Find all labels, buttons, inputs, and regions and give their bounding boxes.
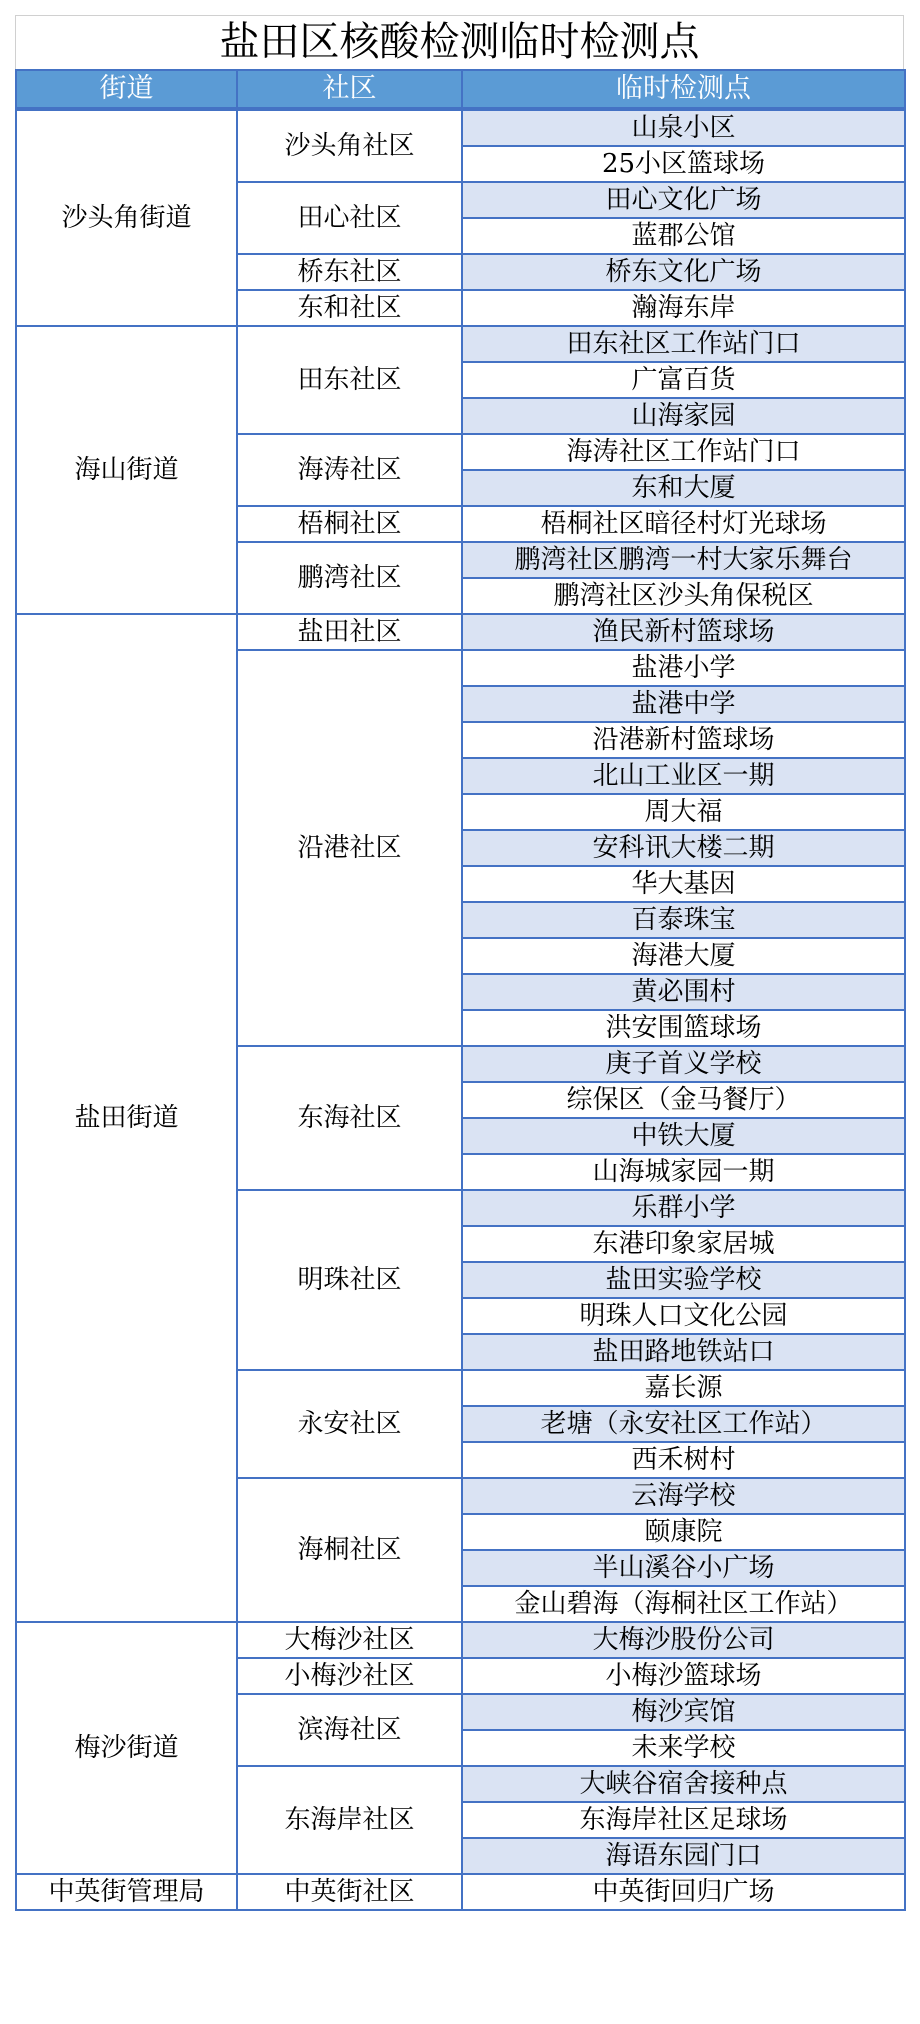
test-site-cell: 综保区（金马餐厅） (462, 1082, 905, 1118)
street-cell: 沙头角街道 (16, 109, 237, 326)
test-site-cell: 山泉小区 (462, 109, 905, 146)
community-cell: 大梅沙社区 (237, 1622, 462, 1658)
test-site-cell: 西禾树村 (462, 1442, 905, 1478)
spreadsheet (15, 15, 904, 1911)
test-site-cell: 鹏湾社区鹏湾一村大家乐舞台 (462, 542, 905, 578)
community-cell: 桥东社区 (237, 254, 462, 290)
test-site-cell: 未来学校 (462, 1730, 905, 1766)
street-cell: 梅沙街道 (16, 1622, 237, 1874)
test-site-cell: 山海城家园一期 (462, 1154, 905, 1190)
community-cell: 东海社区 (237, 1046, 462, 1190)
test-site-cell: 明珠人口文化公园 (462, 1298, 905, 1334)
community-cell: 鹏湾社区 (237, 542, 462, 614)
test-site-cell: 嘉长源 (462, 1370, 905, 1406)
test-site-cell: 半山溪谷小广场 (462, 1550, 905, 1586)
test-site-cell: 云海学校 (462, 1478, 905, 1514)
test-site-cell: 小梅沙篮球场 (462, 1658, 905, 1694)
test-site-cell: 金山碧海（海桐社区工作站） (462, 1586, 905, 1622)
header-street: 街道 (16, 70, 237, 109)
test-site-cell: 中铁大厦 (462, 1118, 905, 1154)
test-site-cell: 山海家园 (462, 398, 905, 434)
test-site-cell: 庚子首义学校 (462, 1046, 905, 1082)
header-test-site: 临时检测点 (462, 70, 905, 109)
test-site-cell: 盐港小学 (462, 650, 905, 686)
test-site-cell: 洪安围篮球场 (462, 1010, 905, 1046)
test-site-cell: 安科讯大楼二期 (462, 830, 905, 866)
test-site-cell: 广富百货 (462, 362, 905, 398)
street-cell: 中英街管理局 (16, 1874, 237, 1910)
test-site-cell: 鹏湾社区沙头角保税区 (462, 578, 905, 614)
community-cell: 田东社区 (237, 326, 462, 434)
table-body (16, 109, 905, 1910)
test-site-cell: 中英街回归广场 (462, 1874, 905, 1910)
test-site-cell: 梅沙宾馆 (462, 1694, 905, 1730)
test-site-cell: 海涛社区工作站门口 (462, 434, 905, 470)
community-cell: 田心社区 (237, 182, 462, 254)
table-row (16, 614, 905, 650)
test-site-cell: 盐港中学 (462, 686, 905, 722)
community-cell: 海涛社区 (237, 434, 462, 506)
test-site-cell: 东港印象家居城 (462, 1226, 905, 1262)
test-sites-table (15, 69, 906, 1911)
test-site-cell: 大峡谷宿舍接种点 (462, 1766, 905, 1802)
test-site-cell: 华大基因 (462, 866, 905, 902)
test-site-cell: 大梅沙股份公司 (462, 1622, 905, 1658)
community-cell: 中英街社区 (237, 1874, 462, 1910)
community-cell: 海桐社区 (237, 1478, 462, 1622)
table-row (16, 1874, 905, 1910)
test-site-cell: 东和大厦 (462, 470, 905, 506)
community-cell: 小梅沙社区 (237, 1658, 462, 1694)
community-cell: 滨海社区 (237, 1694, 462, 1766)
test-site-cell: 北山工业区一期 (462, 758, 905, 794)
test-site-cell: 沿港新村篮球场 (462, 722, 905, 758)
sheet-title: 盐田区核酸检测临时检测点 (15, 15, 904, 69)
test-site-cell: 黄必围村 (462, 974, 905, 1010)
test-site-cell: 盐田实验学校 (462, 1262, 905, 1298)
test-site-cell: 瀚海东岸 (462, 290, 905, 326)
community-cell: 东海岸社区 (237, 1766, 462, 1874)
test-site-cell: 海语东园门口 (462, 1838, 905, 1874)
header-row (16, 70, 905, 109)
test-site-cell: 海港大厦 (462, 938, 905, 974)
street-cell: 海山街道 (16, 326, 237, 614)
community-cell: 明珠社区 (237, 1190, 462, 1370)
community-cell: 沙头角社区 (237, 109, 462, 182)
test-site-cell: 老塘（永安社区工作站） (462, 1406, 905, 1442)
community-cell: 东和社区 (237, 290, 462, 326)
street-cell: 盐田街道 (16, 614, 237, 1622)
test-site-cell: 25小区篮球场 (462, 146, 905, 182)
table-row (16, 109, 905, 146)
test-site-cell: 渔民新村篮球场 (462, 614, 905, 650)
header-community: 社区 (237, 70, 462, 109)
test-site-cell: 周大福 (462, 794, 905, 830)
test-site-cell: 盐田路地铁站口 (462, 1334, 905, 1370)
test-site-cell: 乐群小学 (462, 1190, 905, 1226)
table-row (16, 326, 905, 362)
community-cell: 沿港社区 (237, 650, 462, 1046)
test-site-cell: 田心文化广场 (462, 182, 905, 218)
test-site-cell: 田东社区工作站门口 (462, 326, 905, 362)
test-site-cell: 东海岸社区足球场 (462, 1802, 905, 1838)
test-site-cell: 桥东文化广场 (462, 254, 905, 290)
test-site-cell: 蓝郡公馆 (462, 218, 905, 254)
community-cell: 盐田社区 (237, 614, 462, 650)
community-cell: 梧桐社区 (237, 506, 462, 542)
test-site-cell: 百泰珠宝 (462, 902, 905, 938)
test-site-cell: 颐康院 (462, 1514, 905, 1550)
test-site-cell: 梧桐社区暗径村灯光球场 (462, 506, 905, 542)
table-row (16, 1622, 905, 1658)
community-cell: 永安社区 (237, 1370, 462, 1478)
